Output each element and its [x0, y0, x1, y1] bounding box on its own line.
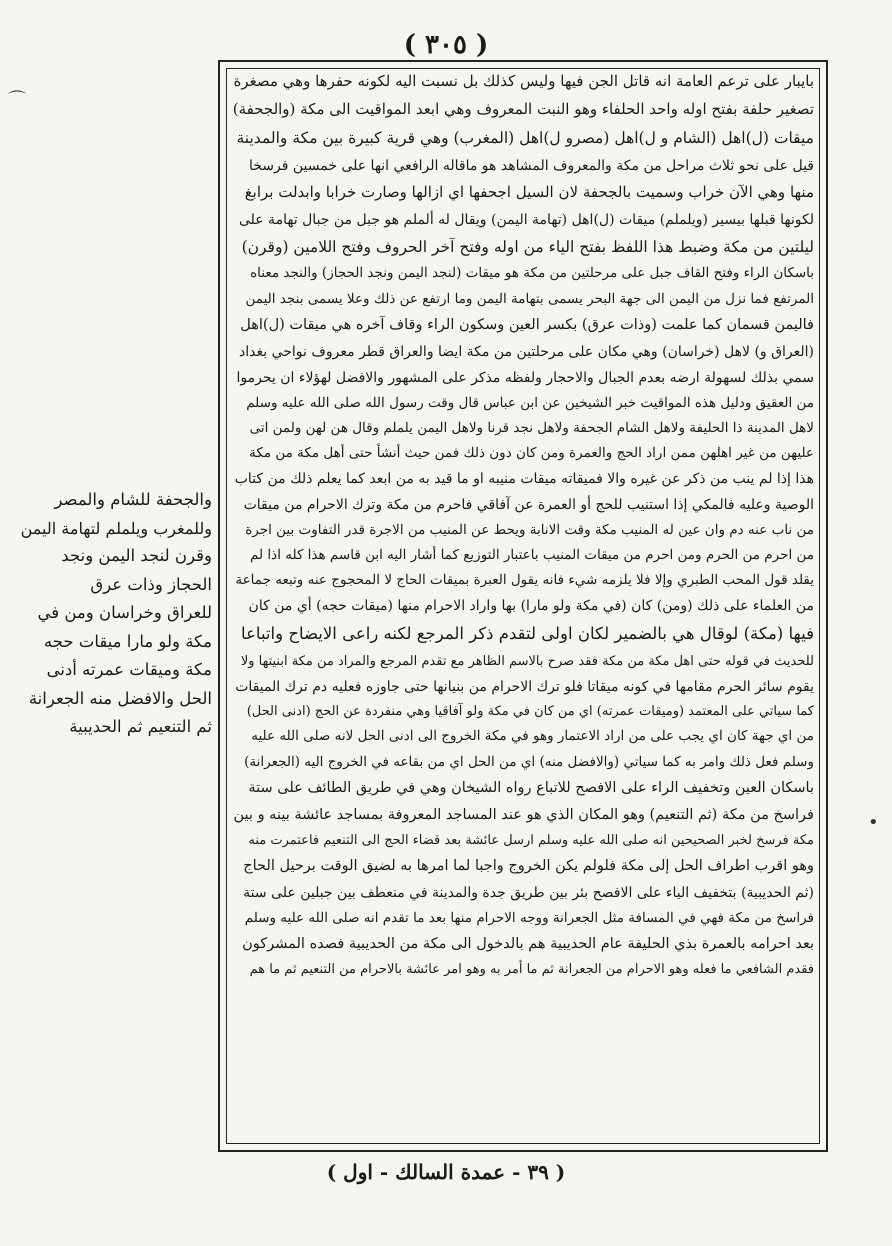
text-line: وهو اقرب اطراف الحل إلى مكة فلولم يكن الخروج واجبا لما امرها به لضيق الوقت برحيل الحاج — [243, 857, 814, 874]
text-line: ليلتين من مكة وضبط هذا اللفظ بفتح الياء من اوله وفتح آخر الحروف وفتح اللامين (وقرن) — [241, 237, 814, 256]
scan-mark-top-left: ⌒ — [8, 90, 26, 111]
margin-note-line: الحل والافضل منه الجعرانة — [28, 688, 212, 708]
text-line: فراسخ من مكة (ثم التنعيم) وهو المكان الذي هو عند المساجد المعروفة بمساجد عائشة بينه و بين — [233, 806, 814, 823]
margin-note-line: وللمغرب ويلملم لتهامة اليمن — [20, 518, 212, 538]
text-line: عليهن من غير اهلهن ممن اراد الحج والعمرة ومن كان دون ذلك فمن حيث أنشأ حتى أهل مكة من مكة — [249, 444, 814, 461]
margin-note-line: ثم التنعيم ثم الحديبية — [69, 717, 212, 737]
text-line: تصغير حلفة بفتح اوله واحد الحلفاء وهو النبت المعروف وهي ابعد المواقيت الى مكة (والجحفة) — [232, 99, 814, 118]
text-line: فراسخ من مكة فهي في المسافة مثل الجعرانة ووجه الاحرام منها بعد ما تقدم انه صلى الله عليه وسلم — [244, 909, 814, 926]
margin-note-line: وقرن لنجد اليمن ونجد — [61, 546, 212, 566]
text-line: سمي بذلك لسهولة ارضه بعدم الجبال والاحجار ولفظه مذكر على المشهور والافضل لهؤلاء ان يحرموا — [236, 369, 814, 386]
text-line: من العلماء على ذلك (ومن) كان (في مكة ولو مارا) بها واراد الاحرام منها (ميقات حجه) أي من كان — [248, 598, 814, 615]
text-line: (العراق و) لاهل (خراسان) وهي مكان على مرحلتين من مكة ايضا والعراق قطر معروف نواحي بغداد — [239, 343, 814, 360]
text-line: باسكان العين وتخفيف الراء على الافصح للاتباع رواه الشيخان وهي في طريق الطائف على ستة — [248, 779, 814, 796]
text-line: يقوم سائر الحرم مقامها في كونه ميقاتا فلو ترك الاحرام من بنيانها حتى جاوزه فعليه دم ترك الميقات — [235, 679, 814, 696]
text-line: لاهل المدينة ذا الحليفة ولاهل الشام الجحفة ولاهل نجد قرنا ولاهل اليمن يلملم وقال هن لهن ولمن اتى — [249, 419, 814, 436]
text-line: للحديث في قوله حتى اهل مكة من مكة فقد صرح بالاسم الظاهر مع تقدم المرجع والمراد من مكة ابنيتها ولا — [240, 654, 814, 670]
text-line: فاليمن قسمان كما علمت (وذات عرق) بكسر العين وسكون الراء وقاف آخره هي ميقات (ل)اهل — [240, 316, 814, 333]
margin-note — [16, 486, 212, 742]
text-line: لكونها قبلها بيسير (ويلملم) ميقات (ل)اهل (تهامة اليمن) ويقال له ألملم هو جبل من جبال تهامة على — [238, 211, 814, 228]
scan-mark-right-dot: • — [868, 812, 879, 833]
text-line: ميقات (ل)اهل (الشام و ل)اهل (مصرو ل)اهل (المغرب) وهي قرية كبيرة بين مكة والمدينة — [236, 128, 814, 147]
margin-note-line: للعراق وخراسان ومن في — [37, 603, 212, 623]
text-line: هذا إذا لم ينب من ذكر عن غيره والا فميقاته ميقات منيبه او ما قيد به من ابعد كما يعلم ذلك من كتاب — [234, 470, 814, 487]
text-line: منها وهي الآن خراب وسميت بالجحفة لان السيل اجحفها اي ازالها وصارت خرابا وابدلت برابغ — [244, 182, 814, 201]
margin-note-line: مكة وميقات عمرته أدنى — [46, 660, 212, 680]
text-frame — [218, 60, 828, 1152]
text-line: من اي جهة كان اي يجب على من اراد الاعتمار وهو في مكة الخروج الى ادنى الحل لانه صلى الله عليه — [251, 728, 814, 745]
text-line: الوصية وعليه فالمكي إذا استنيب للحج أو العمرة عن آفاقي فاحرم من مكة وترك الاحرام من ميقات — [243, 497, 814, 513]
text-line: مكة فرسخ لخبر الصحيحين انه صلى الله عليه وسلم ارسل عائشة بعد قضاء الحج الى التنعيم فاعتمرت منه — [248, 832, 814, 848]
text-line: بايبار على ترعم العامة انه قاتل الجن فيها وليس كذلك بل نسبت اليه لكونه حفرها وهي مصغرة — [233, 72, 814, 90]
text-line: (ثم الحديبية) بتخفيف الياء على الافصح بئر بين طريق جدة والمدينة في منعطف بين جبلين على ستة — [243, 884, 814, 901]
text-line: باسكان الراء وفتح القاف جبل على مرحلتين من مكة هو ميقات (لنجد اليمن ونجد الحجاز) والنجد معناه — [250, 265, 814, 282]
text-line: قيل على نحو ثلاث مراحل من مكة والمعروف المشاهد هو ماقاله الرافعي انها على خمسين فرسخا — [248, 157, 814, 174]
margin-note-line: مكة ولو مارا ميقات حجه — [43, 631, 212, 651]
page-footer-signature: ( ٣٩ - عمدة السالك - اول ) — [326, 1160, 566, 1184]
text-line: وسلم فعل ذلك وامر به كما سياتي (والافضل منه) اي من الحل اي من بقاعه في الخروج اليه (الجعرانة) — [244, 753, 814, 770]
text-line: من العقيق ودليل هذه المواقيت خبر الشيخين عن ابن عباس قال وقت رسول الله صلى الله عليه وسلم — [246, 394, 814, 411]
text-line: المرتفع فما نزل من اليمن الى جهة البحر يسمى بتهامة اليمن وما ارتفع عن ذلك وعلا يسمى بنجد اليمن — [245, 290, 814, 307]
margin-note-line: الحجاز وذات عرق — [90, 574, 212, 594]
text-line: كما سياتي على المعتمد (وميقات عمرته) اي من كان في مكة ولو آفاقيا وهي منفردة عن الحج (ادنى الحل) — [246, 704, 814, 720]
text-line: فيها (مكة) لوقال هي بالضمير لكان اولى لتقدم ذكر المرجع لكنه راعى الايضاح واتباعا — [241, 624, 814, 644]
main-commentary-text — [232, 68, 814, 1144]
page-number: ( ٣٠٥ ) — [403, 30, 489, 60]
text-line: فقدم الشافعي ما فعله وهو الاحرام من الجعرانة ثم ما أمر به وهو امر عائشة بالاحرام من التنعيم ثم ما هم — [249, 961, 814, 977]
margin-note-line: والجحفة للشام والمصر — [54, 490, 212, 509]
text-line: من ناب عنه دم وان عين له المنيب مكة وقت الانابة ويحط عن المنيب من الاجرة قدر التفاوت بين اجرة — [245, 522, 814, 539]
text-line: من احرم من الحرم ومن احرم من ميقات المنيب باعتبار التوزيع كما أشار اليه ابن قاسم هذا كله اذا لم — [250, 547, 814, 564]
text-line: يقلد قول المحب الطبري وإلا فلا يلزمه شيء فانه يقول العبرة بميقات الحاج لا المحجوج عنه وتبعه جماعة — [235, 572, 814, 589]
text-line: بعد احرامه بالعمرة بذي الحليفة عام الحديبية هم بالدخول الى مكة من الحديبية فصده المشركون — [242, 935, 814, 952]
